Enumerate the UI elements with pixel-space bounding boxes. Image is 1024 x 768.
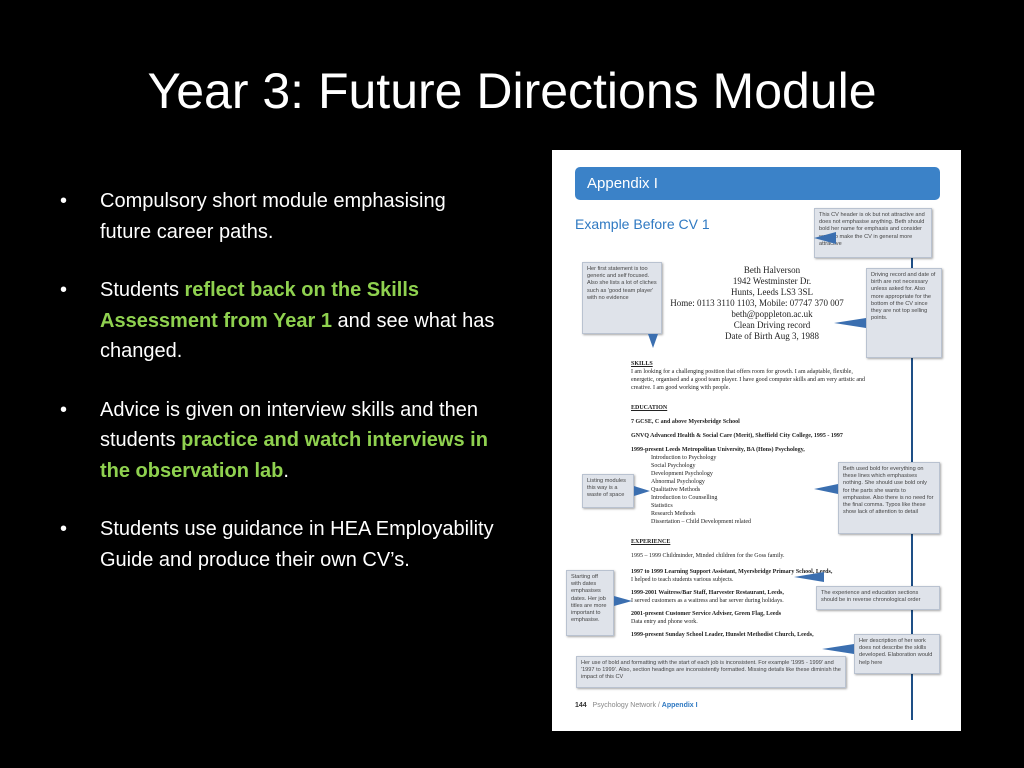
bullet-text: Advice is given on interview skills and then students	[100, 398, 478, 451]
bullet-dot: •	[60, 518, 68, 540]
module-item: Statistics	[651, 503, 673, 509]
bullet-text: Students use guidance in HEA Employability Guide and produce their own CV’s.	[100, 518, 494, 571]
exp-line: 1995 – 1999 Childminder, Minded children for the Goss family.	[631, 553, 785, 559]
appendix-header: Appendix I	[575, 167, 940, 200]
note-arrow	[648, 334, 658, 348]
page-footer	[575, 702, 698, 709]
bullet-list	[60, 186, 500, 603]
module-item: Research Methods	[651, 511, 696, 517]
module-item: Qualitative Methods	[651, 487, 701, 493]
cv-example-image	[552, 150, 961, 731]
cv-address-line: 1942 Westminster Dr.	[732, 276, 812, 286]
note-arrow	[822, 644, 854, 654]
page-number: 144	[575, 702, 587, 709]
note-arrow	[794, 572, 824, 582]
bullet-item	[60, 275, 500, 367]
bullet-item	[60, 186, 500, 247]
bullet-text: Students	[100, 279, 185, 301]
module-item: Abnormal Psychology	[651, 479, 705, 485]
bullet-highlight: reflect back on the Skills Assessment from Year 1	[100, 279, 420, 332]
slide-title: Year 3: Future Directions Module	[147, 63, 877, 119]
bullet-dot: •	[60, 190, 68, 212]
exp-line: 1999-present Sunday School Leader, Hunslet Methodist Church, Leeds,	[631, 632, 814, 638]
note-order: The experience and education sections should be in reverse chronological order	[816, 586, 940, 610]
bullet-item	[60, 395, 500, 487]
note-description: Her description of her work does not describe the skills developed. Elaboration would help here	[854, 634, 940, 674]
cv-phone-line: Home: 0113 3110 1103, Mobile: 07747 370 007	[670, 298, 844, 308]
note-driving: Driving record and date of birth are not necessary unless asked for. Also more appropriate for the bottom of the CV since they are not top selling points.	[866, 268, 942, 358]
education-heading: EDUCATION	[631, 405, 668, 411]
bullet-text: Compulsory short module emphasising future career paths.	[100, 190, 446, 243]
module-item: Introduction to Counselling	[651, 495, 718, 501]
bullet-dot: •	[60, 398, 68, 421]
bullet-text-end: and see what has changed.	[100, 309, 495, 362]
exp-line: 1999-2001 Waitress/Bar Staff, Harvester Restaurant, Leeds,	[631, 590, 784, 596]
cv-email: beth@poppleton.ac.uk	[731, 309, 813, 319]
skills-text: I am looking for a challenging position that offers room for growth. I am adaptable, flexible, energetic, organised and a good team player. I have good computer skills and am very artistic and creative. I am good working with people.	[631, 369, 866, 391]
exp-line: 2001-present Customer Service Adviser, Green Flag, Leeds	[631, 611, 782, 617]
note-first-statement: Her first statement is too generic and self focused. Also she lists a lot of cliches such as 'good team player' with no evidence	[582, 262, 662, 334]
edu-line: GNVQ Advanced Health & Social Care (Merit), Sheffield City College, 1995 - 1997	[631, 433, 843, 439]
experience-heading: EXPERIENCE	[631, 539, 671, 545]
bullet-highlight: practice and watch interviews in the observation lab	[100, 429, 488, 482]
edu-line: 7 GCSE, C and above Myersbridge School	[631, 419, 740, 425]
edu-line: 1999-present Leeds Metropolitan University, BA (Hons) Psychology,	[631, 447, 805, 453]
cv-header	[672, 265, 872, 342]
exp-desc: I served customers as a waitress and bar server during holidays.	[631, 598, 784, 604]
footer-separator: /	[655, 702, 662, 709]
note-arrow	[814, 484, 838, 494]
note-bold: Beth used bold for everything on these lines which emphasises nothing. She should use bold only for the parts she wants to emphasise. Also there is no need for the final comma. Typos like these show lack of attention to detail	[838, 462, 940, 534]
cv-dob: Date of Birth Aug 3, 1988	[725, 331, 819, 341]
skills-heading: SKILLS	[631, 361, 653, 367]
footer-appendix: Appendix I	[661, 702, 698, 709]
note-arrow	[614, 596, 632, 606]
module-item: Dissertation – Child Development related	[651, 519, 751, 525]
bullet-text-end: .	[283, 459, 289, 482]
cv-driving: Clean Driving record	[733, 320, 811, 330]
cv-name: Beth Halverson	[743, 265, 801, 275]
exp-line: 1997 to 1999 Learning Support Assistant, Myersbridge Primary School, Leeds,	[631, 569, 833, 575]
note-arrow	[814, 232, 836, 244]
publisher: Psychology Network	[592, 702, 656, 709]
module-item: Introduction to Psychology	[651, 455, 717, 461]
module-item: Development Psychology	[651, 471, 713, 477]
note-header: This CV header is ok but not attractive and does not emphasise anything. Beth should bold her name for emphasis and consider ways to make the CV in general more attractive	[814, 208, 932, 258]
note-modules: Listing modules this way is a waste of space	[582, 474, 634, 508]
exp-desc: Data entry and phone work.	[631, 619, 698, 625]
exp-desc: I helped to teach students various subjects.	[631, 577, 734, 583]
example-title: Example Before CV 1	[575, 216, 710, 232]
cv-address-line: Hunts, Leeds LS3 3SL	[731, 287, 813, 297]
module-item: Social Psychology	[651, 463, 696, 469]
note-arrow	[634, 486, 650, 496]
bullet-dot: •	[60, 279, 68, 301]
note-arrow	[834, 318, 866, 328]
bullet-item	[60, 514, 500, 575]
note-dates: Starting off with dates emphasises dates. Her job titles are more important to emphasise.	[566, 570, 614, 636]
note-bottom: Her use of bold and formatting with the start of each job is inconsistent. For example '1995 - 1999' and '1997 to 1999'. Also, section headings are inconsistently formatted. Missing details like these diminish the impact of this CV	[576, 656, 846, 688]
